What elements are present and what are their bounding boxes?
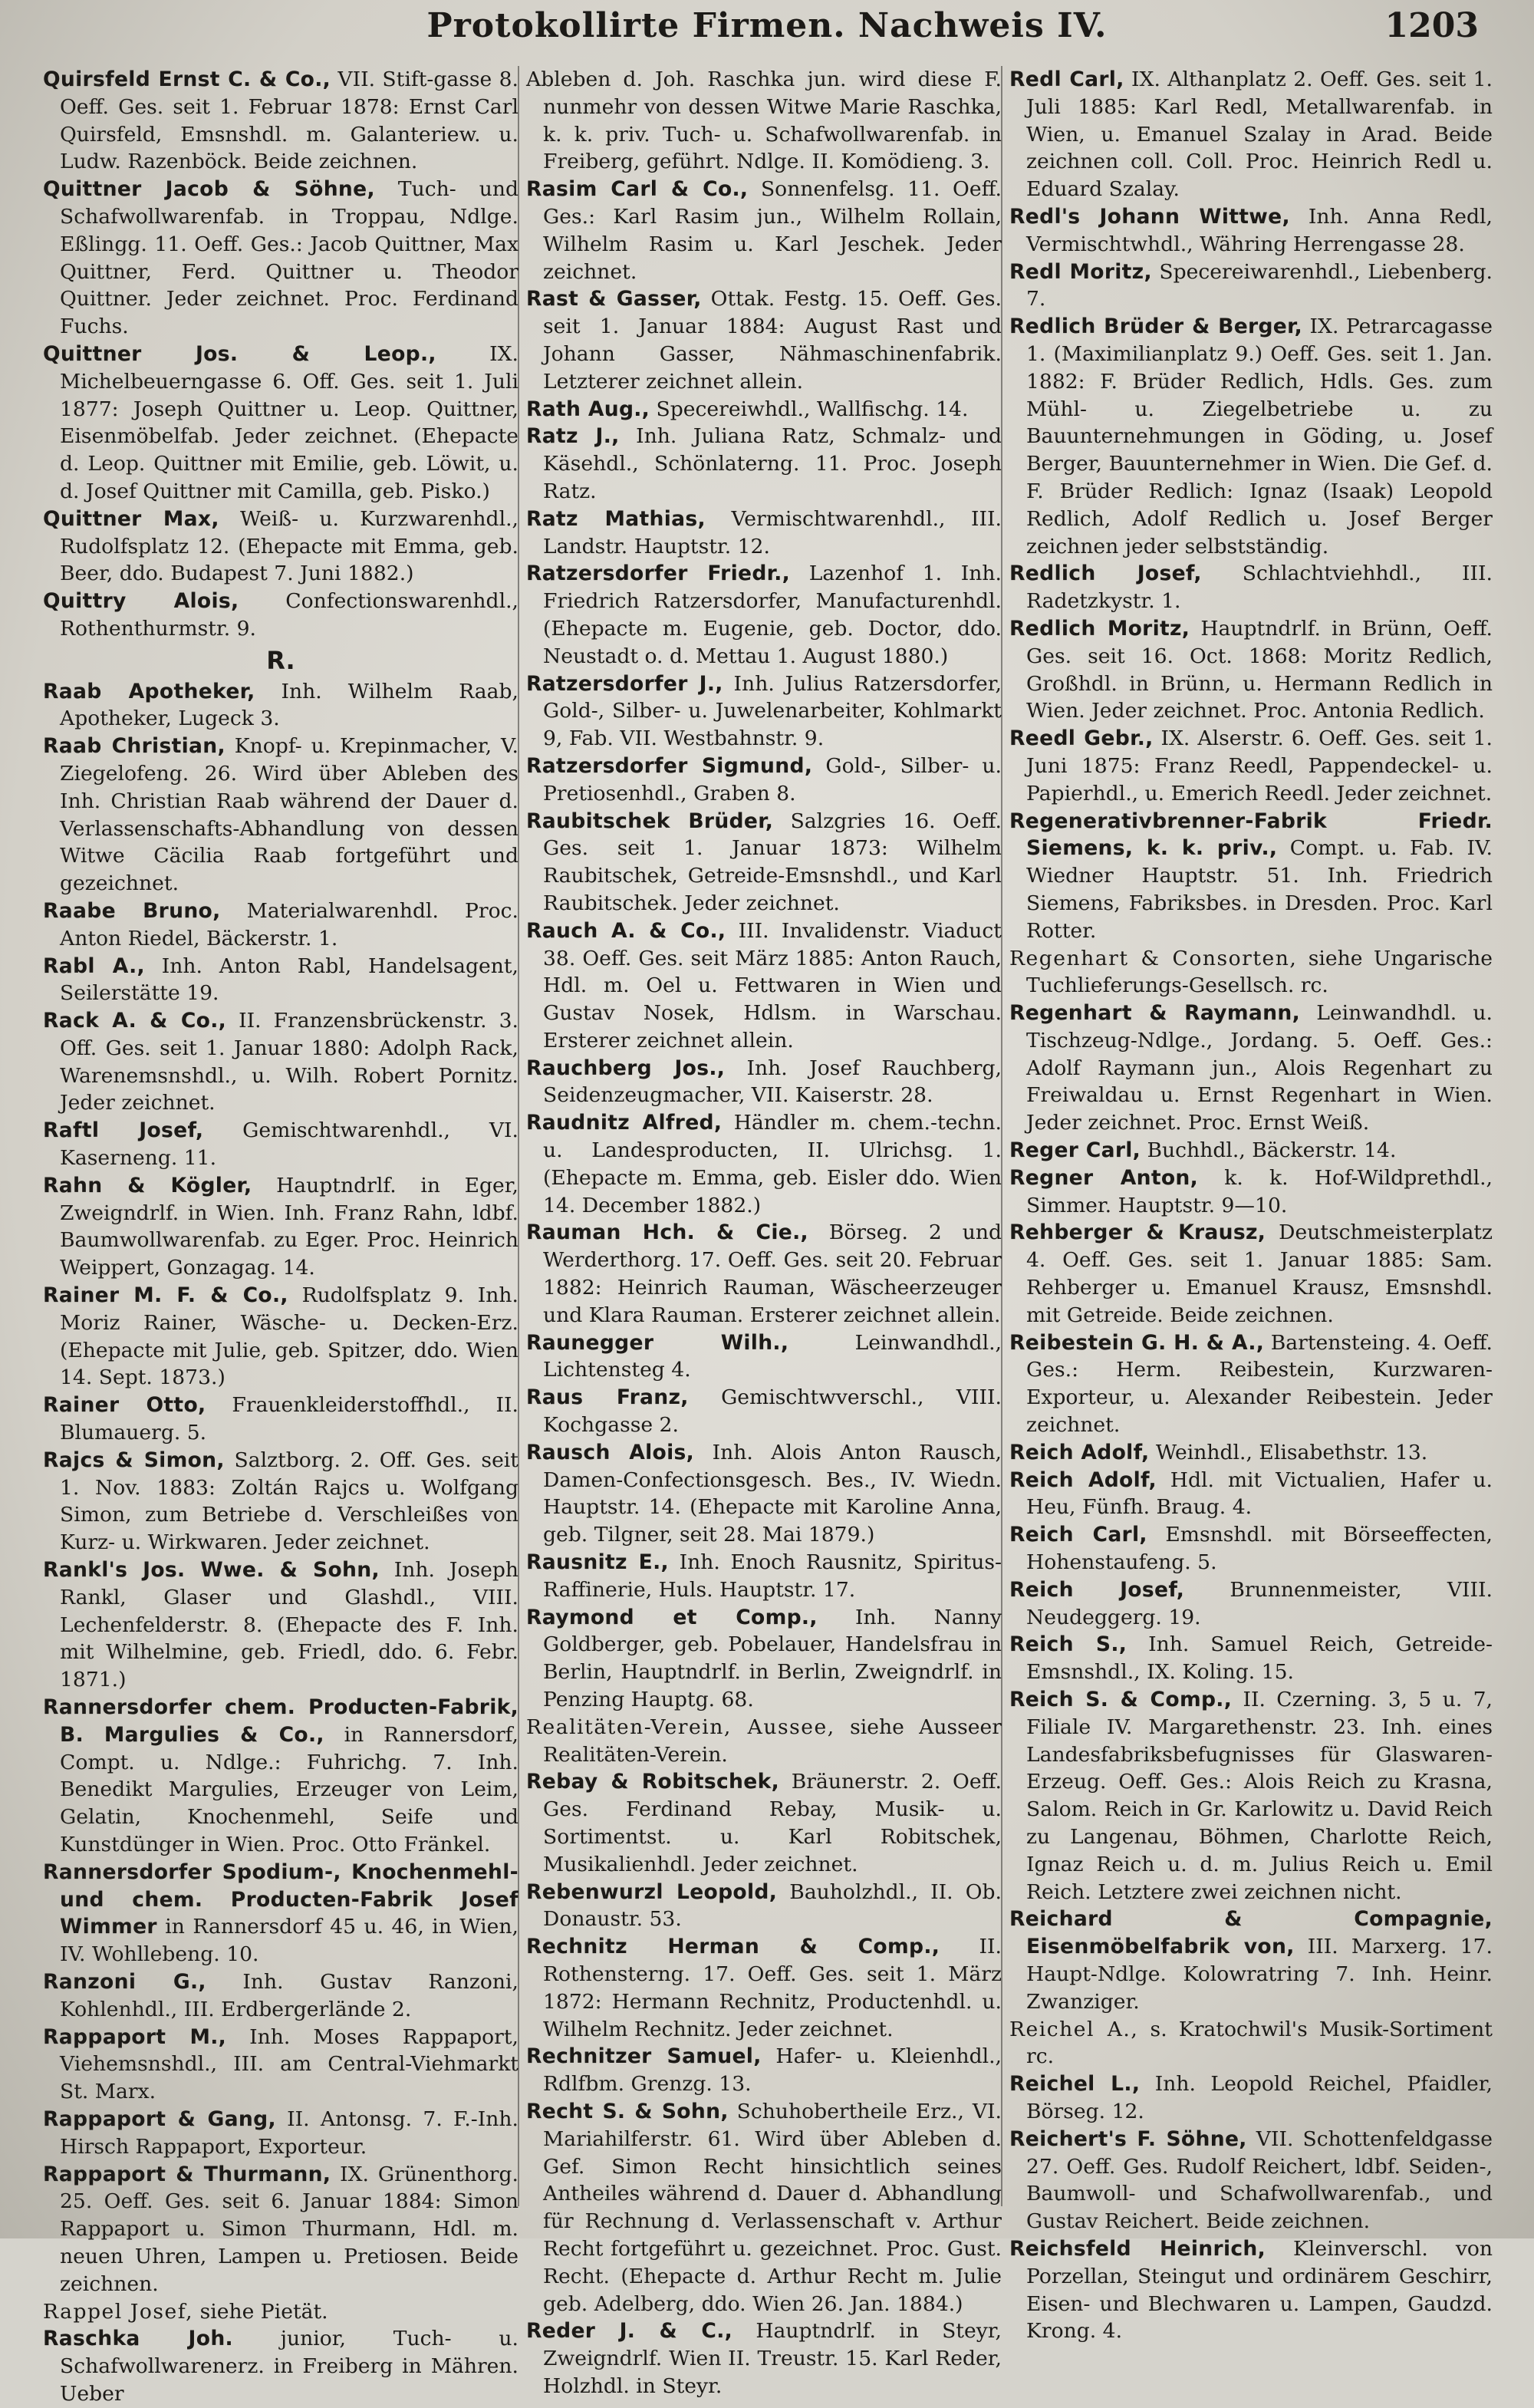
firm-name: Raudnitz Alfred, xyxy=(526,1111,723,1135)
directory-entry xyxy=(43,1007,518,1117)
firm-name: Ratzersdorfer Sigmund, xyxy=(526,753,813,778)
firm-name: Reichard & Compagnie, Eisenmöbelfabrik von, xyxy=(1009,1907,1493,1959)
entry-details: Leinwandhdl. u. Tischzeug-Ndlge., Jordang. 5. Oeff. Ges.: Adolf Raymann jun., Alois Regenhart zu Freiwaldau u. Ernst Regenhart in Wien. Jeder zeichnet. Proc. Ernst Weiß. xyxy=(1026,1001,1493,1135)
directory-entry xyxy=(1009,203,1493,259)
entry-details: Inh. Gustav Ranzoni, Kohlenhdl., III. Erdbergerlände 2. xyxy=(60,1969,518,2021)
directory-entry xyxy=(1009,1686,1493,1906)
firm-name: Reichsfeld Heinrich, xyxy=(1009,2236,1266,2261)
firm-name: Rappel Josef, xyxy=(43,2299,194,2324)
firm-name: Raftl Josef, xyxy=(43,1118,204,1143)
column-right xyxy=(1009,66,1493,2344)
entry-details: Inh. Josef Rauchberg, Seidenzeugmacher, VII. Kaiserstr. 28. xyxy=(543,1056,1002,1108)
firm-name: Regner Anton, xyxy=(1009,1165,1199,1190)
firm-name: Reder J. & C., xyxy=(526,2319,733,2344)
directory-entry xyxy=(1009,1906,1493,2015)
entry-details: Inh. Joseph Rankl, Glaser und Glashdl., VIII. Lechenfelderstr. 8. (Ehepacte des F. Inh. mit Wilhelmine, geb. Friedl, ddo. 6. Febr. 1871.) xyxy=(60,1558,518,1692)
entry-details: Specereiwarenhdl., Liebenberg. 7. xyxy=(1026,259,1493,311)
directory-entry xyxy=(43,2298,518,2326)
directory-entry xyxy=(1009,1521,1493,1576)
entry-details: in Rannersdorf, Compt. u. Ndlge.: Fuhrichg. 7. Inh. Benedikt Margulies, Erzeuger von Leim, Gelatin, Knochenmehl, Seife und Kunstdünger in Wien. Proc. Otto Fränkel. xyxy=(60,1722,518,1856)
directory-entry xyxy=(43,678,518,733)
directory-entry xyxy=(43,953,518,1008)
entry-details: siehe Pietät. xyxy=(193,2299,328,2324)
entry-details: Inh. Moses Rappaport, Viehemsnshdl., III. am Central-Viehmarkt St. Marx. xyxy=(60,2024,518,2104)
firm-name: Rannersdorfer Spodium-, Knochenmehl- und chem. Producten-Fabrik Josef Wimmer xyxy=(43,1860,518,1939)
entry-details: IX. Petrarcagasse 1. (Maximilianplatz 9.) Oeff. Ges. seit 1. Jan. 1882: F. Brüder Redlich, Hdls. Ges. zum Mühl- u. Ziegelbetriebe u. zu Bauunternehmungen in Göding, u. Josef Berger, Bauunternehmer in Wien. Die Gef. d. F. Brüder Redlich: Ignaz (Isaak) Leopold Redlich, Adolf Redlich u. Josef Berger zeichnen jeder selbstständig. xyxy=(1026,315,1493,558)
entry-details: IX. Michelbeuerngasse 6. Off. Ges. seit 1. Juli 1877: Joseph Quittner u. Leop. Quittner, Eisenmöbelfab. Jeder zeichnet. (Ehepacte d. Leop. Quittner mit Emilie, geb. Löwit, u. d. Josef Quittner mit Camilla, geb. Pisko.) xyxy=(60,341,518,503)
entry-details: Hauptndrlf. in Steyr, Zweigndrlf. Wien II. Treustr. 15. Karl Reder, Holzhdl. in Steyr. xyxy=(543,2319,1002,2398)
section-letter: R. xyxy=(266,645,295,675)
directory-entry xyxy=(43,1694,518,1859)
entry-details: Inh. Anton Rabl, Handelsagent, Seilerstätte 19. xyxy=(60,954,518,1006)
entry-details: Inh. Leopold Reichel, Pfaidler, Börseg. 12. xyxy=(1026,2072,1493,2123)
directory-entry xyxy=(43,1859,518,1968)
firm-name: Reich Carl, xyxy=(1009,1523,1147,1547)
firm-name: Rauch A. & Co., xyxy=(526,918,726,943)
directory-entry xyxy=(526,1879,1002,1934)
directory-entry xyxy=(1009,1631,1493,1686)
entry-details: III. Invalidenstr. Viaduct 38. Oeff. Ges. seit März 1885: Anton Rauch, Hdl. m. Oel u. Fettwaren in Wien und Gustav Nosek, Hdlsm. in Warschau. Ersterer zeichnet allein. xyxy=(543,918,1002,1052)
firm-name: Reger Carl, xyxy=(1009,1138,1141,1163)
directory-entry xyxy=(526,423,1002,505)
entry-details: Inh. Wilhelm Raab, Apotheker, Lugeck 3. xyxy=(60,679,518,731)
entry-details: Schuhobertheile Erz., VI. Mariahilferstr. 61. Wird über Ableben d. Gef. Simon Recht hinsichtlich seines Antheiles während d. Dauer d. Abhandlung für Rechnung d. Verlassenschaft v. Arthur Recht fortgeführt u. gezeichnet. Proc. Gust. Recht. (Ehepacte d. Arthur Recht m. Julie geb. Adelberg, ddo. Wien 26. Jan. 1884.) xyxy=(543,2099,1002,2316)
directory-entry xyxy=(1009,945,1493,1000)
entries-q xyxy=(43,66,518,643)
entry-details: Bauholzhdl., II. Ob. Donaustr. 53. xyxy=(543,1879,1002,1932)
entry-details: VII. Schottenfeldgasse 27. Oeff. Ges. Rudolf Reichert, ldbf. Seiden-, Baumwoll- und Schafwollwarenfab., und Gustav Reichert. Beide zeichnen. xyxy=(1026,2126,1493,2234)
directory-entry xyxy=(43,2106,518,2161)
directory-entry xyxy=(1009,1329,1493,1439)
entries-r xyxy=(43,678,518,2408)
directory-entry xyxy=(1009,1000,1493,1137)
firm-name: Rainer Otto, xyxy=(43,1393,206,1418)
entry-details: Hauptndrlf. in Brünn, Oeff. Ges. seit 16. Oct. 1868: Moritz Redlich, Großhdl. in Brünn, u. Hermann Redlich in Wien. Jeder zeichnet. Proc. Antonia Redlich. xyxy=(1026,616,1493,723)
page-header xyxy=(0,6,1534,51)
entry-details: Händler m. chem.-techn. u. Landesproducten, II. Ulrichsg. 1. (Ehepacte m. Emma, geb. Eisler ddo. Wien 14. December 1882.) xyxy=(543,1111,1002,1217)
directory-entry xyxy=(1009,259,1493,314)
directory-entry xyxy=(526,2043,1002,2098)
firm-name: Quittner Jacob & Söhne, xyxy=(43,177,375,202)
firm-name: Reich Adolf, xyxy=(1009,1468,1157,1492)
directory-entry xyxy=(1009,313,1493,560)
directory-entry xyxy=(526,808,1002,917)
firm-name: Recht S. & Sohn, xyxy=(526,2099,729,2123)
directory-entry xyxy=(1009,1439,1493,1467)
directory-entry xyxy=(526,176,1002,285)
firm-name: Realitäten-Verein, Aussee, xyxy=(526,1715,835,1739)
entry-details: Gemischtwverschl., VIII. Kochgasse 2. xyxy=(543,1385,1002,1438)
entry-details: Frauenkleiderstoffhdl., II. Blumauerg. 5. xyxy=(60,1393,518,1445)
entry-details: Confectionswarenhdl., Rothenthurmstr. 9. xyxy=(60,589,518,641)
entry-details: Inh. Anna Redl, Vermischtwhdl., Währing Herrengasse 28. xyxy=(1026,204,1493,256)
firm-name: Redl's Johann Wittwe, xyxy=(1009,204,1290,229)
entry-details: k. k. Hof-Wildprethdl., Simmer. Hauptstr. 9—10. xyxy=(1026,1165,1493,1217)
entry-details: Hafer- u. Kleienhdl., Rdlfbm. Grenzg. 13. xyxy=(543,2044,1002,2097)
directory-entry xyxy=(526,670,1002,753)
directory-entry xyxy=(43,66,518,176)
entry-details: II. Antonsg. 7. F.-Inh. Hirsch Rappaport, Exporteur. xyxy=(60,2107,518,2159)
column-middle xyxy=(526,66,1002,2398)
entry-details: Hauptndrlf. in Eger, Zweigndrlf. in Wien. Inh. Franz Rahn, ldbf. Baumwollwarenfab. zu Eger. Proc. Heinrich Weippert, Gonzagag. 14. xyxy=(60,1173,519,1280)
entry-details: Kleinverschl. von Porzellan, Steingut und ordinärem Geschirr, Eisen- und Blechwaren u. Lampen, Gaudzd. Krong. 4. xyxy=(1026,2236,1493,2344)
firm-name: Rausch Alois, xyxy=(526,1440,695,1464)
firm-name: Rast & Gasser, xyxy=(526,287,702,311)
firm-name: Regenhart & Consorten, xyxy=(1009,946,1298,970)
directory-entry xyxy=(526,2098,1002,2317)
firm-name: Redl Moritz, xyxy=(1009,259,1152,284)
firm-name: Quirsfeld Ernst C. & Co., xyxy=(43,68,331,91)
firm-name: Raus Franz, xyxy=(526,1385,689,1410)
entry-details: Inh. Julius Ratzersdorfer, Gold-, Silber- u. Juwelenarbeiter, Kohlmarkt 9, Fab. VII. Westbahnstr. 9. xyxy=(543,671,1002,751)
directory-entry xyxy=(526,1933,1002,2043)
firm-name: Rechnitzer Samuel, xyxy=(526,2044,762,2069)
directory-entry xyxy=(526,1439,1002,1549)
entry-details: Inh. Nanny Goldberger, geb. Pobelauer, Handelsfrau in Berlin, Hauptndrlf. in Berlin, Zweigndrlf. in Penzing Hauptg. 68. xyxy=(543,1605,1002,1712)
directory-entry xyxy=(526,66,1002,176)
page-title: Protokollirte Firmen. Nachweis IV. xyxy=(426,6,1108,45)
entry-details: Knopf- u. Krepinmacher, V. Ziegelofeng. 26. Wird über Ableben des Inh. Christian Raab während der Dauer d. Verlassenschafts-Abhandlung von dessen Witwe Cäcilia Raab fortgeführt und gezeichnet. xyxy=(60,734,518,896)
entry-details: Börseg. 2 und Werderthorg. 17. Oeff. Ges. seit 20. Februar 1882: Heinrich Rauman, Wäscheerzeuger und Klara Rauman. Ersterer zeichnet allein. xyxy=(543,1220,1002,1327)
entry-details: Ableben d. Joh. Raschka jun. wird diese F. nunmehr von dessen Witwe Marie Raschka, k. k. priv. Tuch- u. Schafwollwarenfab. in Freiberg, geführt. Ndlge. II. Komödieng. 3. xyxy=(526,68,1002,174)
directory-entry xyxy=(43,1968,518,2024)
entry-details: Ottak. Festg. 15. Oeff. Ges. seit 1. Januar 1884: August Rast und Johann Gasser, Nähmaschinenfabrik. Letzterer zeichnet allein. xyxy=(543,287,1002,394)
directory-entry xyxy=(526,285,1002,395)
entry-details: Inh. Juliana Ratz, Schmalz- und Käsehdl., Schönlaterng. 11. Proc. Joseph Ratz. xyxy=(543,424,1002,503)
column-left xyxy=(43,66,519,2406)
directory-entry xyxy=(43,1556,518,1694)
directory-entry xyxy=(43,2325,518,2407)
firm-name: Regenhart & Raymann, xyxy=(1009,1001,1301,1026)
firm-name: Raymond et Comp., xyxy=(526,1605,818,1629)
entry-details: IX. Althanplatz 2. Oeff. Ges. seit 1. Juli 1885: Karl Redl, Metallwarenfab. in Wien, u. Emanuel Szalay in Arad. Beide zeichnen coll. Coll. Proc. Heinrich Redl u. Eduard Szalay. xyxy=(1026,68,1493,202)
entry-details: Inh. Enoch Rausnitz, Spiritus-Raffinerie, Huls. Hauptstr. 17. xyxy=(543,1550,1002,1602)
entry-details: Inh. Alois Anton Rausch, Damen-Confectionsgesch. Bes., IV. Wiedn. Hauptstr. 14. (Ehepacte mit Karoline Anna, geb. Tilgner, seit 28. Mai 1879.) xyxy=(543,1440,1002,1547)
firm-name: Rausnitz E., xyxy=(526,1550,669,1575)
directory-entry xyxy=(526,1549,1002,1604)
firm-name: Rahn & Kögler, xyxy=(43,1173,252,1197)
entry-details: Gemischtwarenhdl., VI. Kaserneng. 11. xyxy=(60,1118,518,1171)
entry-details: Compt. u. Fab. IV. Wiedner Hauptstr. 51. Inh. Friedrich Siemens, Fabriksbes. in Dresden. Proc. Karl Rotter. xyxy=(1026,836,1493,943)
entry-details: Buchhdl., Bäckerstr. 14. xyxy=(1141,1138,1397,1163)
entry-details: Gold-, Silber- u. Pretiosenhdl., Graben 8. xyxy=(543,753,1002,805)
entry-details: Emsnshdl. mit Börseeffecten, Hohenstaufeng. 5. xyxy=(1026,1523,1493,1575)
directory-entry xyxy=(43,506,518,588)
firm-name: Reedl Gebr., xyxy=(1009,726,1154,751)
firm-name: Ratz Mathias, xyxy=(526,506,706,531)
firm-name: Redlich Moritz, xyxy=(1009,616,1190,641)
firm-name: Reichert's F. Söhne, xyxy=(1009,2126,1247,2151)
directory-entry xyxy=(526,2317,1002,2400)
directory-entry xyxy=(1009,1576,1493,1632)
directory-entry xyxy=(43,898,518,953)
directory-entry xyxy=(526,1109,1002,1219)
firm-name: Reichel A., xyxy=(1009,2017,1139,2041)
firm-name: Reichel L., xyxy=(1009,2072,1141,2097)
directory-entry xyxy=(1009,2016,1493,2071)
directory-entry xyxy=(43,1117,518,1172)
entry-details: siehe Ausseer Realitäten-Verein. xyxy=(543,1715,1002,1767)
firm-name: Quittner Jos. & Leop., xyxy=(43,341,436,366)
firm-name: Reich S. & Comp., xyxy=(1009,1688,1233,1712)
directory-entry xyxy=(1009,725,1493,807)
directory-entry xyxy=(526,1768,1002,1878)
directory-entry xyxy=(1009,1219,1493,1329)
entry-details: Rudolfsplatz 9. Inh. Moriz Rainer, Wäsche- u. Decken-Erz. (Ehepacte mit Julie, geb. Spitzer, ddo. Wien 14. Sept. 1873.) xyxy=(60,1283,518,1390)
entry-details: Specereiwhdl., Wallfischg. 14. xyxy=(650,397,969,421)
entry-details: in Rannersdorf 45 u. 46, in Wien, IV. Wohllebeng. 10. xyxy=(60,1915,518,1967)
entry-details: II. Franzensbrückenstr. 3. Off. Ges. seit 1. Januar 1880: Adolph Rack, Warenemsnshdl., u. Wilh. Robert Pornitz. Jeder zeichnet. xyxy=(60,1009,518,1115)
entry-details: junior, Tuch- u. Schafwollwarenerz. in Freiberg in Mähren. Ueber xyxy=(60,2327,519,2406)
entry-details: Vermischtwarenhdl., III. Landstr. Hauptstr. 12. xyxy=(543,506,1002,558)
directory-entry xyxy=(43,1282,518,1392)
entry-details: Bräunerstr. 2. Oeff. Ges. Ferdinand Rebay, Musik- u. Sortimentst. u. Karl Robitschek, Musikalienhdl. Jeder zeichnet. xyxy=(543,1770,1002,1876)
entry-details: Schlachtviehhdl., III. Radetzkystr. 1. xyxy=(1026,562,1493,614)
entry-details: Hdl. mit Victualien, Hafer u. Heu, Fünfh. Braug. 4. xyxy=(1026,1468,1493,1520)
firm-name: Reich Adolf, xyxy=(1009,1440,1150,1464)
firm-name: Reich S., xyxy=(1009,1632,1127,1657)
directory-entry xyxy=(526,560,1002,670)
firm-name: Raab Christian, xyxy=(43,734,225,759)
directory-entry xyxy=(1009,1467,1493,1522)
directory-entry xyxy=(1009,2126,1493,2235)
entry-details: Weiß- u. Kurzwarenhdl., Rudolfsplatz 12. (Ehepacte mit Emma, geb. Beer, ddo. Budapest 7. Juni 1882.) xyxy=(60,506,518,586)
firm-name: Ratz J., xyxy=(526,424,620,449)
directory-entry xyxy=(526,1384,1002,1439)
firm-name: Quittry Alois, xyxy=(43,589,239,614)
directory-entry xyxy=(526,396,1002,423)
firm-name: Raubitschek Brüder, xyxy=(526,809,774,833)
page-number: 1203 xyxy=(1384,6,1479,45)
firm-name: Raunegger Wilh., xyxy=(526,1330,789,1355)
firm-name: Quittner Max, xyxy=(43,506,219,531)
directory-entry xyxy=(526,753,1002,808)
directory-entry xyxy=(1009,560,1493,615)
directory-entry xyxy=(526,506,1002,561)
firm-name: Reich Josef, xyxy=(1009,1577,1185,1602)
firm-name: Reibestein G. H. & A., xyxy=(1009,1330,1265,1355)
entry-details: II. Rothensterng. 17. Oeff. Ges. seit 1. März 1872: Hermann Rechnitz, Productenhdl. u. Wilhelm Rechnitz. Jeder zeichnet. xyxy=(543,1935,1002,2041)
entry-details: IX. Grünenthorg. 25. Oeff. Ges. seit 6. Januar 1884: Simon Rappaport u. Simon Thurmann, Hdl. m. neuen Uhren, Lampen u. Pretiosen. Beide zeichnen. xyxy=(60,2162,518,2296)
entry-details: Weinhdl., Elisabethstr. 13. xyxy=(1149,1440,1428,1464)
directory-entry xyxy=(1009,2235,1493,2345)
firm-name: Rannersdorfer chem. Producten-Fabrik, B. Margulies & Co., xyxy=(43,1695,518,1747)
entry-details: Brunnenmeister, VIII. Neudeggerg. 19. xyxy=(1026,1577,1493,1629)
entry-details: siehe Ungarische Tuchlieferungs-Gesellsch. rc. xyxy=(1026,946,1493,998)
firm-name: Rappaport & Thurmann, xyxy=(43,2162,331,2186)
firm-name: Raschka Joh. xyxy=(43,2327,233,2351)
directory-entry xyxy=(1009,808,1493,945)
firm-name: Rehberger & Krausz, xyxy=(1009,1220,1266,1245)
directory-entry xyxy=(1009,615,1493,725)
entry-details: Salzgries 16. Oeff. Ges. seit 1. Januar 1873: Wilhelm Raubitschek, Getreide-Emsnshdl., und Karl Raubitschek. Jeder zeichnet. xyxy=(543,809,1002,915)
firm-name: Rauchberg Jos., xyxy=(526,1056,726,1080)
directory-entry xyxy=(526,1055,1002,1110)
firm-name: Ratzersdorfer J., xyxy=(526,671,723,696)
directory-entry xyxy=(1009,1137,1493,1164)
firm-name: Redl Carl, xyxy=(1009,68,1124,91)
entry-details: Salztborg. 2. Off. Ges. seit 1. Nov. 1883: Zoltán Rajcs u. Wolfgang Simon, zum Betriebe d. Verschleißes von Kurz- u. Wirkwaren. Jeder zeichnet. xyxy=(60,1448,518,1555)
directory-entry xyxy=(43,1172,518,1282)
directory-entry xyxy=(43,2161,518,2298)
directory-entry xyxy=(526,917,1002,1055)
firm-name: Rainer M. F. & Co., xyxy=(43,1283,288,1308)
firm-name: Ranzoni G., xyxy=(43,1969,206,1994)
firm-name: Rechnitz Herman & Comp., xyxy=(526,1935,940,1959)
firm-name: Rath Aug., xyxy=(526,397,650,421)
firm-name: Redlich Josef, xyxy=(1009,562,1202,586)
entry-details: Sonnenfelsg. 11. Oeff. Ges.: Karl Rasim jun., Wilhelm Rollain, Wilhelm Rasim u. Karl Jeschek. Jeder zeichnet. xyxy=(543,177,1002,284)
directory-entry xyxy=(43,2024,518,2106)
firm-name: Raab Apotheker, xyxy=(43,679,255,703)
directory-entry xyxy=(43,733,518,898)
entry-details: Tuch- und Schafwollwarenfab. in Troppau, Ndlge. Eßlingg. 11. Oeff. Ges.: Jacob Quittner, Max Quittner, Ferd. Quittner u. Theodor Quittner. Jeder zeichnet. Proc. Ferdinand Fuchs. xyxy=(60,177,519,339)
firm-name: Raabe Bruno, xyxy=(43,898,221,923)
entry-details: Materialwarenhdl. Proc. Anton Riedel, Bäckerstr. 1. xyxy=(60,898,518,950)
entry-details: Deutschmeisterplatz 4. Oeff. Ges. seit 1. Januar 1885: Sam. Rehberger u. Emanuel Krausz, Emsnshdl. mit Getreide. Beide zeichnen. xyxy=(1026,1220,1493,1327)
firm-name: Rappaport M., xyxy=(43,2024,227,2049)
entry-details: Lazenhof 1. Inh. Friedrich Ratzersdorfer, Manufacturenhdl. (Ehepacte m. Eugenie, geb. Doctor, ddo. Neustadt o. d. Mettau 1. August 1880.) xyxy=(543,562,1002,668)
entry-details: s. Kratochwil's Musik-Sortiment rc. xyxy=(1026,2017,1493,2069)
directory-entry xyxy=(43,1447,518,1556)
firm-name: Rebenwurzl Leopold, xyxy=(526,1879,778,1904)
directory-entry xyxy=(526,1714,1002,1769)
firm-name: Redlich Brüder & Berger, xyxy=(1009,315,1303,339)
firm-name: Rack A. & Co., xyxy=(43,1009,227,1033)
directory-entry xyxy=(1009,1164,1493,1220)
entry-details: VII. Stift-gasse 8. Oeff. Ges. seit 1. Februar 1878: Ernst Carl Quirsfeld, Emsnshdl. m. Galanteriew. u. Ludw. Razenböck. Beide zeichnen. xyxy=(60,68,519,174)
entry-details: III. Marxerg. 17. Haupt-Ndlge. Kolowratring 7. Inh. Heinr. Zwanziger. xyxy=(1026,1935,1493,2014)
firm-name: Regenerativbrenner-Fabrik Friedr. Siemens, k. k. priv., xyxy=(1009,809,1493,861)
firm-name: Rankl's Jos. Wwe. & Sohn, xyxy=(43,1558,380,1583)
entry-details: Bartensteing. 4. Oeff. Ges.: Herm. Reibestein, Kurzwaren-Exporteur, u. Alexander Reibestein. Jeder zeichnet. xyxy=(1026,1330,1493,1438)
firm-name: Ratzersdorfer Friedr., xyxy=(526,562,791,586)
directory-entry xyxy=(43,341,518,506)
directory-entry xyxy=(43,1392,518,1447)
directory-entry xyxy=(43,588,518,643)
entry-details: Leinwandhdl., Lichtensteg 4. xyxy=(543,1330,1002,1382)
firm-name: Rebay & Robitschek, xyxy=(526,1770,779,1794)
entry-details: II. Czerning. 3, 5 u. 7, Filiale IV. Margarethenstr. 23. Inh. eines Landesfabriksbefugnisses für Glaswaren-Erzeug. Oeff. Ges.: Alois Reich zu Krasna, Salom. Reich in Gr. Karlowitz u. David Reich zu Langenau, Böhmen, Charlotte Reich, Ignaz Reich u. d. m. Julius Reich u. Emil Reich. Letztere zwei zeichnen nicht. xyxy=(1026,1688,1493,1904)
firm-name: Rajcs & Simon, xyxy=(43,1448,225,1472)
directory-entry xyxy=(526,1219,1002,1329)
firm-name: Rappaport & Gang, xyxy=(43,2107,276,2131)
firm-name: Rabl A., xyxy=(43,954,145,978)
firm-name: Rasim Carl & Co., xyxy=(526,177,749,202)
entry-details: Inh. Samuel Reich, Getreide-Emsnshdl., IX. Koling. 15. xyxy=(1026,1632,1493,1685)
entry-details: IX. Alserstr. 6. Oeff. Ges. seit 1. Juni 1875: Franz Reedl, Pappendeckel- u. Papierhdl., u. Emerich Reedl. Jeder zeichnet. xyxy=(1026,726,1493,805)
directory-entry xyxy=(526,1329,1002,1385)
directory-entry xyxy=(43,176,518,341)
directory-entry xyxy=(1009,66,1493,203)
firm-name: Rauman Hch. & Cie., xyxy=(526,1220,808,1245)
directory-entry xyxy=(1009,2070,1493,2126)
directory-entry xyxy=(526,1604,1002,1714)
